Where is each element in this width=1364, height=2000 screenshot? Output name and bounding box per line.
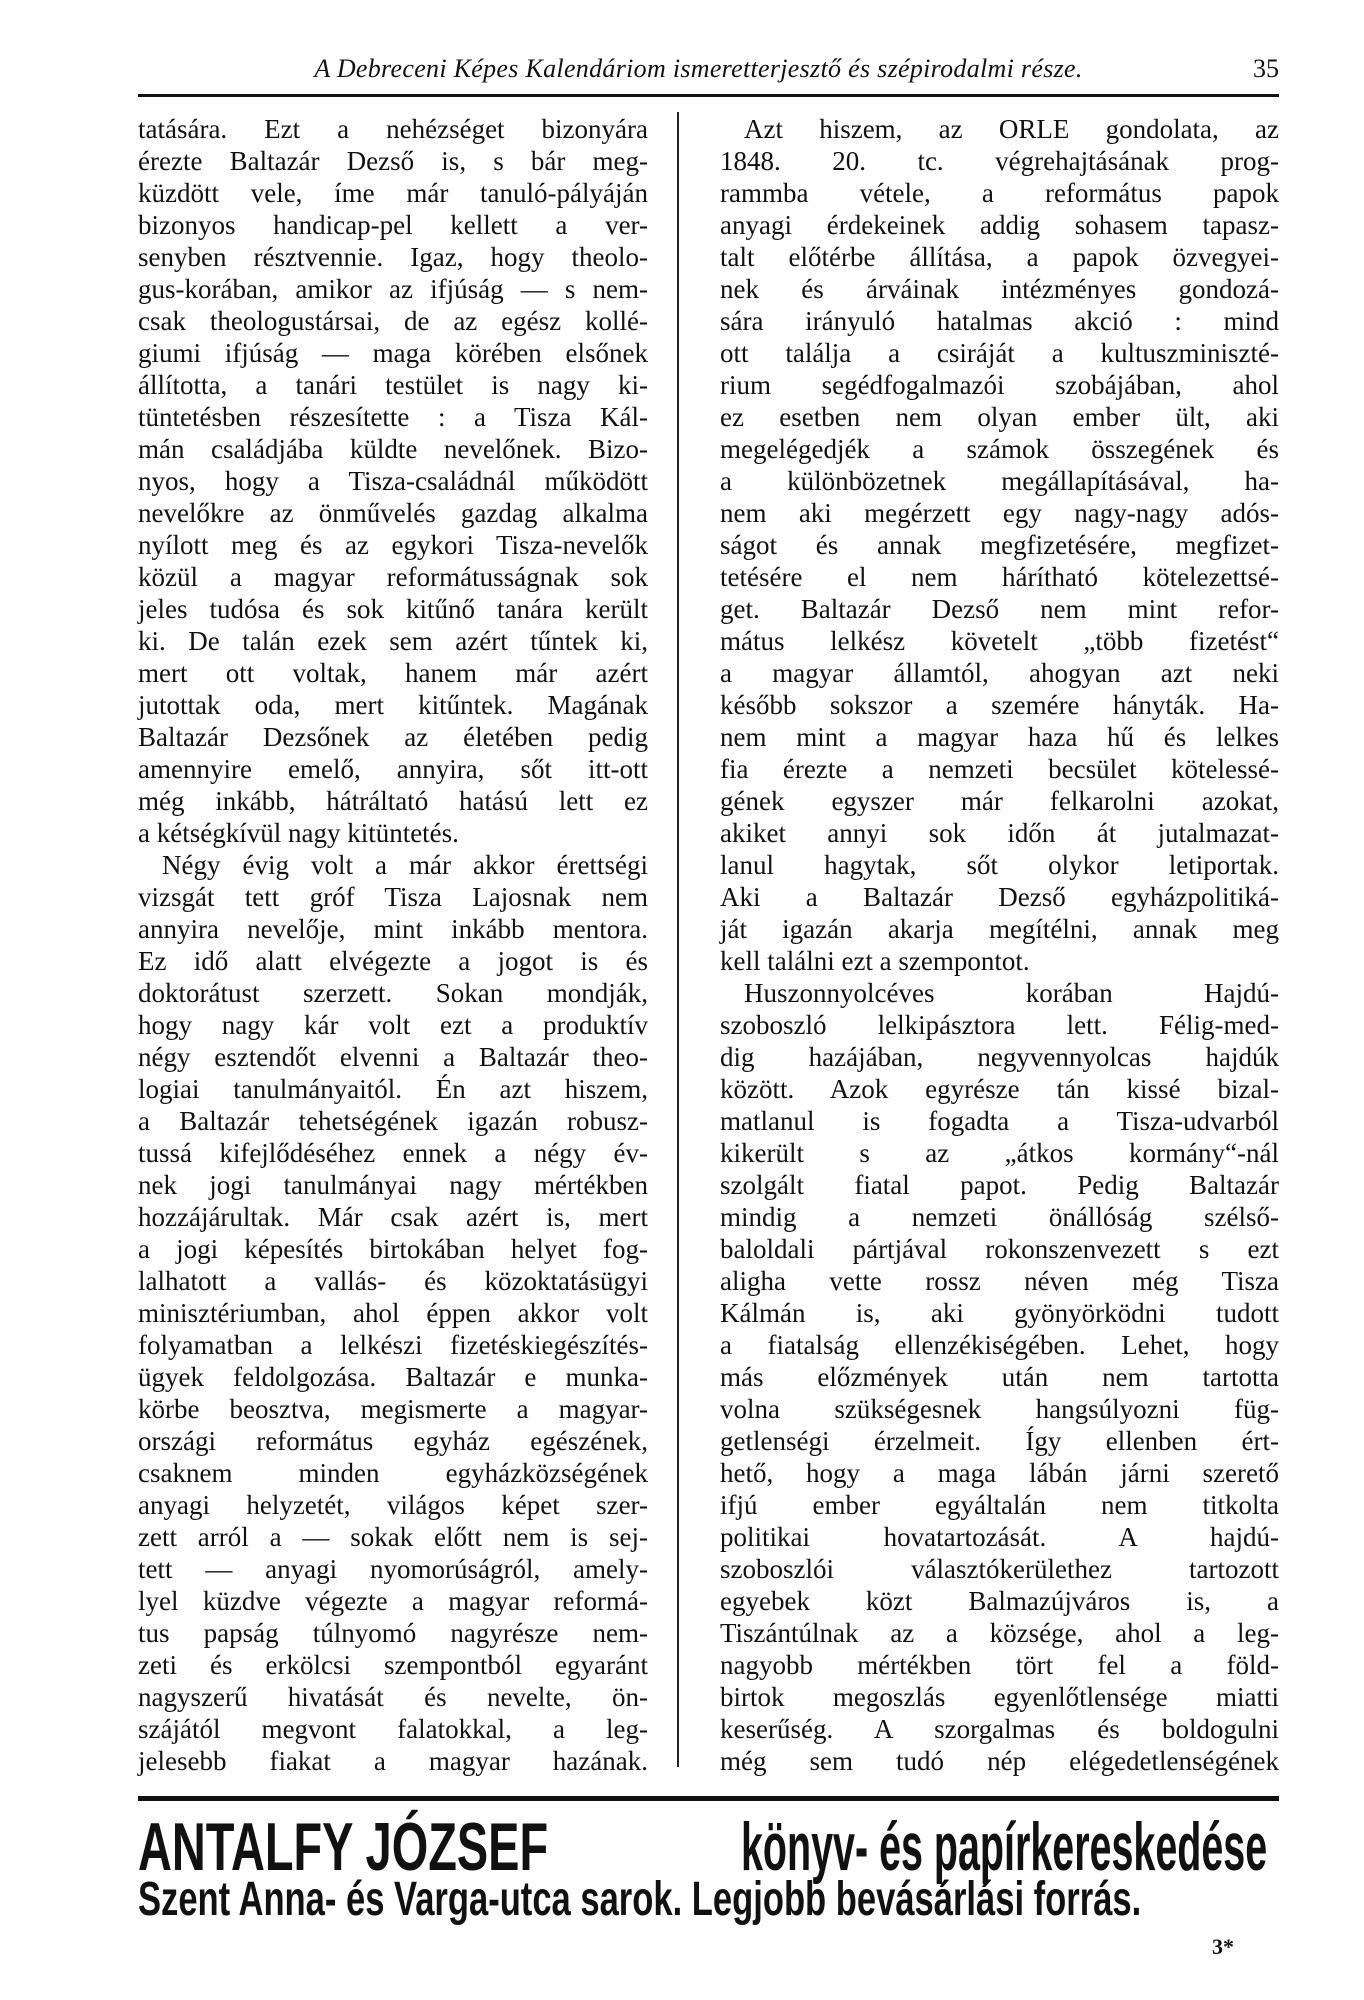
running-head bbox=[138, 54, 1279, 88]
text-line: lanul hagytak, sőt olykor letiportak. bbox=[720, 850, 1279, 880]
paragraph bbox=[720, 113, 1279, 977]
text-line: nem aki megérzett egy nagy-nagy adós- bbox=[720, 498, 1279, 528]
text-line: kikerült s az „átkos kormány“-nál bbox=[720, 1138, 1279, 1168]
footer-rule bbox=[138, 1796, 1279, 1801]
text-line: logiai tanulmányaitól. Én azt hiszem, bbox=[138, 1074, 648, 1104]
text-line: küzdött vele, íme már tanuló-pályáján bbox=[138, 178, 648, 208]
text-line: hogy nagy kár volt ezt a produktív bbox=[138, 1010, 648, 1040]
text-line: körbe beosztva, megismerte a magyar- bbox=[138, 1394, 648, 1424]
text-line: szájától megvont falatokkal, a leg- bbox=[138, 1714, 648, 1744]
text-line: bizonyos handicap-pel kellett a ver- bbox=[138, 210, 648, 240]
advertiser-name: ANTALFY JÓZSEF bbox=[138, 1809, 549, 1885]
text-line: a fiatalság ellenzékiségében. Lehet, hogy bbox=[720, 1330, 1279, 1360]
text-line: a kétségkívül nagy kitüntetés. bbox=[138, 818, 459, 848]
text-line: tus papság túlnyomó nagyrésze nem- bbox=[138, 1618, 648, 1648]
text-line: birtok megoszlás egyenlőtlensége miatti bbox=[720, 1682, 1279, 1712]
advertiser-address: Szent Anna- és Varga-utca sarok. Legjobb bevásárlási forrás. bbox=[138, 1873, 1142, 1926]
text-line: egyebek közt Balmazújváros is, a bbox=[720, 1586, 1279, 1616]
advertiser-trade: könyv- és papírkereskedése bbox=[741, 1809, 1268, 1885]
text-line: tussá kifejlődéséhez ennek a négy év- bbox=[138, 1138, 648, 1168]
text-line: érezte Baltazár Dezső is, s bár meg- bbox=[138, 146, 648, 176]
text-line: mert ott voltak, hanem már azért bbox=[138, 658, 648, 688]
text-line: akiket annyi sok időn át jutalmazat- bbox=[720, 818, 1279, 848]
text-line: giumi ifjúság — maga körében elsőnek bbox=[138, 338, 648, 368]
text-line: amennyire emelő, annyira, sőt itt-ott bbox=[138, 754, 648, 784]
text-line: később sokszor a szemére hányták. Ha- bbox=[720, 690, 1279, 720]
text-line: a különbözetnek megállapításával, ha- bbox=[720, 466, 1279, 496]
text-line: get. Baltazár Dezső nem mint refor- bbox=[720, 594, 1279, 624]
text-line: ságot és annak megfizetésére, megfizet- bbox=[720, 530, 1279, 560]
text-line: lyel küzdve végezte a magyar reformá- bbox=[138, 1586, 648, 1616]
text-line: mátus lelkész követelt „több fizetést“ bbox=[720, 626, 1279, 656]
text-line: ott találja a csiráját a kultuszminiszté- bbox=[720, 338, 1279, 368]
left-column bbox=[138, 113, 648, 1777]
text-line: nyos, hogy a Tisza-családnál működött bbox=[138, 466, 648, 496]
text-line: ki. De talán ezek sem azért tűntek ki, bbox=[138, 626, 648, 656]
text-line: Azt hiszem, az ORLE gondolata, az bbox=[744, 114, 1279, 144]
text-line: zett arról a — sokak előtt nem is sej- bbox=[138, 1522, 648, 1552]
text-line: folyamatban a lelkészi fizetéskiegészítés- bbox=[138, 1330, 648, 1360]
text-line: matlanul is fogadta a Tisza-udvarból bbox=[720, 1106, 1279, 1136]
text-line: Aki a Baltazár Dezső egyházpolitiká- bbox=[720, 882, 1279, 912]
text-line: keserűség. A szorgalmas és boldogulni bbox=[720, 1714, 1279, 1744]
text-line: Huszonnyolcéves korában Hajdú- bbox=[744, 978, 1279, 1008]
text-line: a magyar államtól, ahogyan azt neki bbox=[720, 658, 1279, 688]
text-line: zeti és erkölcsi szempontból egyaránt bbox=[138, 1650, 648, 1680]
page-number: 35 bbox=[1253, 54, 1279, 83]
text-line: aligha vette rossz néven még Tisza bbox=[720, 1266, 1279, 1296]
text-line: 1848. 20. tc. végrehajtásának prog- bbox=[720, 146, 1279, 176]
text-line: szoboszló lelkipásztora lett. Félig-med- bbox=[720, 1010, 1279, 1040]
text-line: senyben résztvennie. Igaz, hogy theolo- bbox=[138, 242, 648, 272]
text-line: Tiszántúlnak az a községe, ahol a leg- bbox=[720, 1618, 1279, 1648]
text-line: minisztériumban, ahol éppen akkor volt bbox=[138, 1298, 648, 1328]
text-line: állította, a tanári testület is nagy ki- bbox=[138, 370, 648, 400]
text-line: hető, hogy a maga lábán járni szerető bbox=[720, 1458, 1279, 1488]
text-line: kell találni ezt a szempontot. bbox=[720, 946, 1030, 976]
text-line: csak theologustársai, de az egész kollé- bbox=[138, 306, 648, 336]
text-line: ját igazán akarja megítélni, annak meg bbox=[720, 914, 1279, 944]
text-line: még inkább, hátráltató hatású lett ez bbox=[138, 786, 648, 816]
text-line: nyílott meg és az egykori Tisza-nevelők bbox=[138, 530, 648, 560]
text-line: nek jogi tanulmányai nagy mértékben bbox=[138, 1170, 648, 1200]
running-title: A Debreceni Képes Kalendáriom ismeretterjesztő és szépirodalmi része. bbox=[314, 54, 1083, 83]
text-line: még sem tudó nép elégedetlenségének bbox=[720, 1746, 1279, 1776]
text-line: sára irányuló hatalmas akció : mind bbox=[720, 306, 1279, 336]
text-line: doktorátust szerzett. Sokan mondják, bbox=[138, 978, 648, 1008]
text-line: országi református egyház egészének, bbox=[138, 1426, 648, 1456]
paragraph bbox=[720, 977, 1279, 1777]
text-line: szoboszlói választókerülethez tartozott bbox=[720, 1554, 1279, 1584]
text-line: jutottak oda, mert kitűntek. Magának bbox=[138, 690, 648, 720]
text-line: nevelőkre az önművelés gazdag alkalma bbox=[138, 498, 648, 528]
text-line: ügyek feldolgozása. Baltazár e munka- bbox=[138, 1362, 648, 1392]
column-divider bbox=[677, 112, 679, 1767]
text-line: Ez idő alatt elvégezte a jogot is és bbox=[138, 946, 648, 976]
paragraph bbox=[138, 113, 648, 849]
advertisement-subline bbox=[138, 1874, 1279, 1926]
text-line: közül a magyar reformátusságnak sok bbox=[138, 562, 648, 592]
text-line: ez esetben nem olyan ember ült, aki bbox=[720, 402, 1279, 432]
text-line: getlenségi érzelmeit. Így ellenben ért- bbox=[720, 1426, 1279, 1456]
text-line: gének egyszer már felkarolni azokat, bbox=[720, 786, 1279, 816]
text-line: nagyszerű hivatását és nevelte, ön- bbox=[138, 1682, 648, 1712]
text-line: rium segédfogalmazói szobájában, ahol bbox=[720, 370, 1279, 400]
text-line: politikai hovatartozását. A hajdú- bbox=[720, 1522, 1279, 1552]
text-line: nek és árváinak intézményes gondozá- bbox=[720, 274, 1279, 304]
text-line: jelesebb fiakat a magyar hazának. bbox=[138, 1746, 648, 1776]
signature-mark: 3* bbox=[1212, 1934, 1234, 1959]
text-line: annyira nevelője, mint inkább mentora. bbox=[138, 914, 648, 944]
text-line: ifjú ember egyáltalán nem titkolta bbox=[720, 1490, 1279, 1520]
text-line: Négy évig volt a már akkor érettségi bbox=[162, 850, 648, 880]
text-line: tetésére el nem hárítható kötelezettsé- bbox=[720, 562, 1279, 592]
text-line: talt előtérbe állítása, a papok özvegyei- bbox=[720, 242, 1279, 272]
text-line: szolgált fiatal papot. Pedig Baltazár bbox=[720, 1170, 1279, 1200]
text-line: más előzmények után nem tartotta bbox=[720, 1362, 1279, 1392]
advertisement-headline bbox=[138, 1809, 1279, 1885]
text-line: tett — anyagi nyomorúságról, amely- bbox=[138, 1554, 648, 1584]
text-line: Kálmán is, aki gyönyörködni tudott bbox=[720, 1298, 1279, 1328]
text-line: tatására. Ezt a nehézséget bizonyára bbox=[138, 114, 648, 144]
text-line: hozzájárultak. Már csak azért is, mert bbox=[138, 1202, 648, 1232]
paragraph bbox=[138, 849, 648, 1777]
text-line: rammba vétele, a református papok bbox=[720, 178, 1279, 208]
text-line: között. Azok egyrésze tán kissé bizal- bbox=[720, 1074, 1279, 1104]
text-line: anyagi helyzetét, világos képet szer- bbox=[138, 1490, 648, 1520]
text-line: vizsgát tett gróf Tisza Lajosnak nem bbox=[138, 882, 648, 912]
text-line: nagyobb mértékben tört fel a föld- bbox=[720, 1650, 1279, 1680]
text-line: a Baltazár tehetségének igazán robusz- bbox=[138, 1106, 648, 1136]
text-line: volna szükségesnek hangsúlyozni füg- bbox=[720, 1394, 1279, 1424]
text-line: anyagi érdekeinek addig sohasem tapasz- bbox=[720, 210, 1279, 240]
text-line: négy esztendőt elvenni a Baltazár theo- bbox=[138, 1042, 648, 1072]
text-line: csaknem minden egyházközségének bbox=[138, 1458, 648, 1488]
text-line: fia érezte a nemzeti becsület kötelessé- bbox=[720, 754, 1279, 784]
text-line: megelégedjék a számok összegének és bbox=[720, 434, 1279, 464]
right-column bbox=[720, 113, 1279, 1777]
header-rule bbox=[138, 94, 1279, 97]
text-line: nem mint a magyar haza hű és lelkes bbox=[720, 722, 1279, 752]
text-line: mindig a nemzeti önállóság szélső- bbox=[720, 1202, 1279, 1232]
text-line: dig hazájában, negyvennyolcas hajdúk bbox=[720, 1042, 1279, 1072]
text-line: a jogi képesítés birtokában helyet fog- bbox=[138, 1234, 648, 1264]
text-line: jeles tudósa és sok kitűnő tanára került bbox=[138, 594, 648, 624]
text-line: gus-korában, amikor az ifjúság — s nem- bbox=[138, 274, 648, 304]
text-line: Baltazár Dezsőnek az életében pedig bbox=[138, 722, 648, 752]
text-line: tüntetésben részesítette : a Tisza Kál- bbox=[138, 402, 648, 432]
text-line: lalhatott a vallás- és közoktatásügyi bbox=[138, 1266, 648, 1296]
text-line: baloldali pártjával rokonszenvezett s ezt bbox=[720, 1234, 1279, 1264]
text-line: mán családjába küldte nevelőnek. Bizo- bbox=[138, 434, 648, 464]
